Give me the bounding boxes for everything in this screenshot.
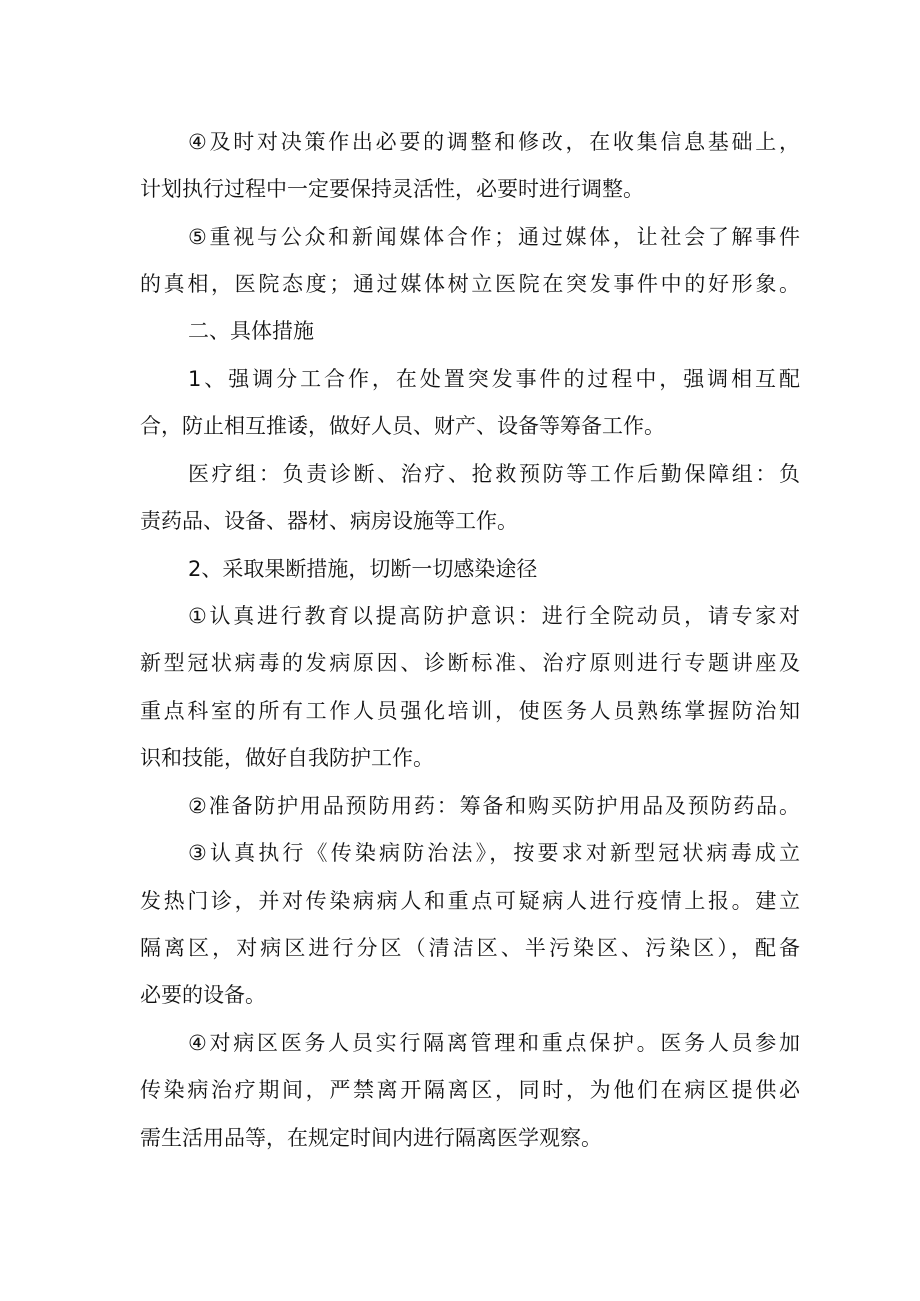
paragraph-line: 的真相，医院态度；通过媒体树立医院在突发事件中的好形象。 (140, 272, 800, 296)
paragraph-line: ②准备防护用品预防用药：筹备和购买防护用品及预防药品。 (188, 794, 800, 818)
paragraph-line: ④对病区医务人员实行隔离管理和重点保护。医务人员参加 (188, 1031, 800, 1055)
paragraph-line: 医疗组：负责诊断、治疗、抢救预防等工作后勤保障组：负 (188, 462, 800, 486)
paragraph-line: 合，防止相互推诿，做好人员、财产、设备等筹备工作。 (140, 414, 665, 438)
paragraph-line: 识和技能，做好自我防护工作。 (140, 746, 434, 770)
section-heading: 二、具体措施 (188, 319, 314, 343)
paragraph-line: 新型冠状病毒的发病原因、诊断标准、治疗原则进行专题讲座及 (140, 651, 800, 675)
paragraph-line: ③认真执行《传染病防治法》，按要求对新型冠状病毒成立 (188, 841, 800, 865)
paragraph-line: 1、强调分工合作，在处置突发事件的过程中，强调相互配 (188, 367, 800, 391)
paragraph-line: ④及时对决策作出必要的调整和修改，在收集信息基础上， (188, 130, 800, 154)
paragraph-line: 计划执行过程中一定要保持灵活性，必要时进行调整。 (140, 177, 644, 201)
paragraph-line: 需生活用品等，在规定时间内进行隔离医学观察。 (140, 1126, 602, 1150)
paragraph-line: ①认真进行教育以提高防护意识：进行全院动员，请专家对 (188, 604, 800, 628)
paragraph-line: 责药品、设备、器材、病房设施等工作。 (140, 509, 518, 533)
paragraph-line: 隔离区，对病区进行分区（清洁区、半污染区、污染区），配备 (140, 936, 800, 960)
paragraph-line: 必要的设备。 (140, 983, 266, 1007)
paragraph-line: 重点科室的所有工作人员强化培训，使医务人员熟练掌握防治知 (140, 699, 800, 723)
paragraph-line: ⑤重视与公众和新闻媒体合作；通过媒体，让社会了解事件 (188, 225, 800, 249)
paragraph-line: 发热门诊，并对传染病病人和重点可疑病人进行疫情上报。建立 (140, 889, 800, 913)
subheading-line: 2、采取果断措施，切断一切感染途径 (188, 557, 538, 581)
paragraph-line: 传染病治疗期间，严禁离开隔离区，同时，为他们在病区提供必 (140, 1078, 800, 1102)
